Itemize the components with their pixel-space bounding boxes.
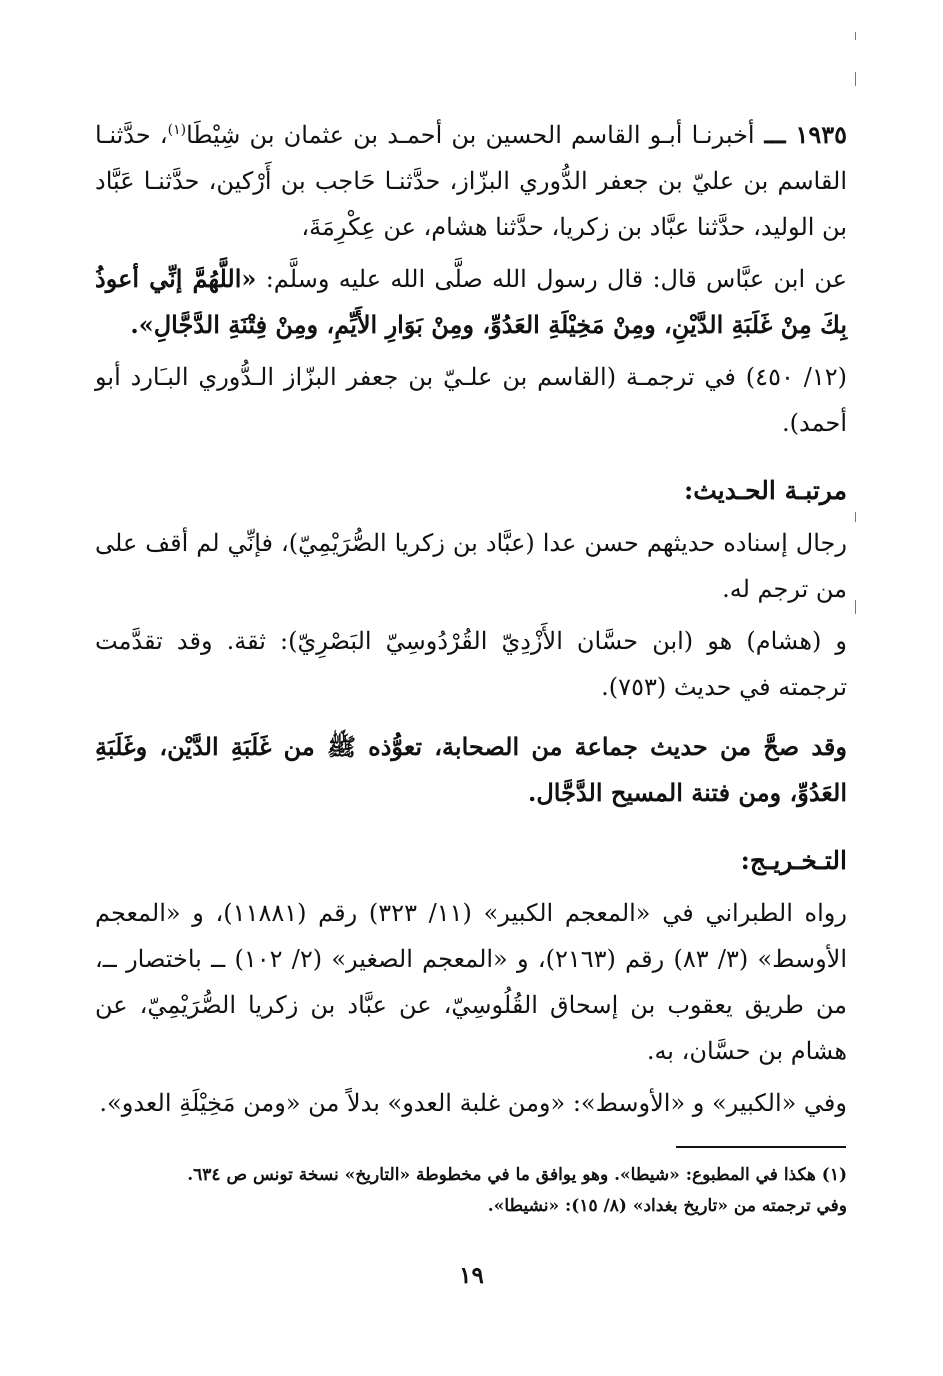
- page-body: [95, 112, 847, 1126]
- margin-mark: [855, 32, 856, 40]
- hadith-chain: [95, 112, 847, 250]
- hadith-dash: ـــ: [754, 120, 796, 149]
- margin-mark: [855, 512, 856, 522]
- footnote-line-2: وفي ترجمته من «تاريخ بغداد» (٨/ ١٥): «نشيطا».: [487, 1196, 847, 1216]
- takhrij-paragraph-2: وفي «الكبير» و «الأوسط»: «ومن غلبة العدو» بدلاً من «ومن مَخِيْلَةِ العدو».: [99, 1089, 847, 1117]
- page-number: ١٩: [459, 1262, 484, 1289]
- hadith-quote: «اللَّهُمَّ إنِّي أعوذُ بِكَ مِنْ غَلَبَةِ الدَّيْنِ، ومِنْ مَخِيْلَةِ العَدُوِّ، ومِنْ بَوَارِ الأَيِّمِ، ومِنْ فِتْنَةِ الدَّجَّالِ».: [95, 264, 847, 339]
- hadith-text: [95, 256, 847, 348]
- grade-heading: مرتبـة الحـديث:: [683, 476, 847, 505]
- takhrij-paragraph-1: رواه الطبراني في «المعجم الكبير» (١١/ ٣٢٣) رقم (١١٨٨١)، و «المعجم الأوسط» (٣/ ٨٣) رقم (٢١٦٣)، و «المعجم الصغير» (٢/ ١٠٢) ــ باختصار ــ، من طريق يعقوب بن إسحاق القُلُوسِيّ، عن عبَّاد بن زكريا الصُّرَيْمِيّ، عن هشام بن حسَّان، به.: [95, 899, 848, 1065]
- hadith-source: (١٢/ ٤٥٠) في ترجمـة (القاسم بن علـيّ بن جعفر البزّاز الـدُّوري البـَارد أبو أحمد).: [95, 363, 847, 437]
- grade-paragraph-3: وقد صحَّ من حديث جماعة من الصحابة، تعوُّذه ﷺ من غَلَبَةِ الدَّيْن، وغَلَبَةِ العَدُوِّ، ومن فتنة المسيح الدَّجَّال.: [95, 732, 847, 807]
- hadith-intro: أخبرنـا أبـو القاسم الحسين بن أحمـد بن عثمان بن شِيْطَا: [186, 121, 755, 149]
- takhrij-heading: التـخـريـج:: [740, 846, 847, 875]
- footnote-rule: [676, 1146, 846, 1148]
- footnote-line-1: (١) هكذا في المطبوع: «شيطا». وهو يوافق ما في مخطوطة «التاريخ» نسخة تونس ص ٦٣٤.: [187, 1165, 847, 1185]
- footnotes: [95, 1160, 847, 1222]
- margin-mark: [855, 600, 856, 614]
- hadith-number: ١٩٣٥: [795, 120, 847, 149]
- grade-paragraph-1: رجال إسناده حديثهم حسن عدا (عبَّاد بن زكريا الصُّرَيْمِيّ)، فإنِّي لم أقف على من ترجم له.: [95, 529, 847, 603]
- hadith-text-intro: عن ابن عبَّاس قال: قال رسول الله صلَّى الله عليه وسلَّم:: [256, 265, 847, 293]
- margin-mark: [855, 72, 856, 86]
- hadith-chain-rest: ، حدَّثنـا القاسم بن عليّ بن جعفر الدُّوري البزّاز، حدَّثنـا حَاجب بن أَرْكين، حدَّثنـا عَبَّاد بن الوليد، حدَّثنا عبَّاد بن زكريا، حدَّثنا هشام، عن عِكْرِمَةَ،: [95, 121, 847, 241]
- footnote-marker[interactable]: (١): [167, 122, 187, 138]
- grade-paragraph-2: و (هشام) هو (ابن حسَّان الأَزْدِيّ القُرْدُوسِيّ البَصْرِيّ): ثقة. وقد تقدَّمت ترجمته في حديث (٧٥٣).: [95, 627, 847, 701]
